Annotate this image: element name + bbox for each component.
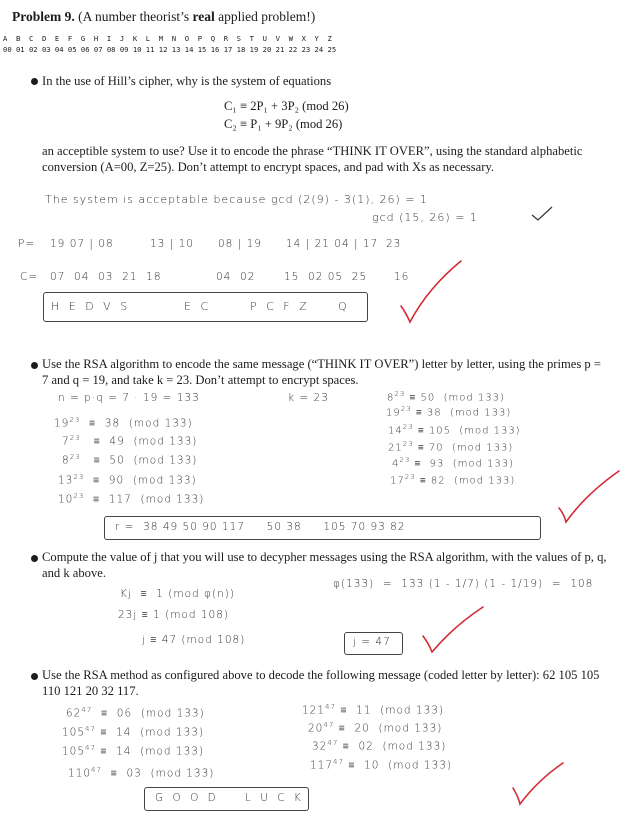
grader-check-icon — [420, 604, 486, 656]
q2-congruence: $7^{23}$ ≡ 49 (mod 133) — [62, 434, 198, 448]
title-bold: real — [192, 9, 215, 24]
problem-label: Problem 9. — [12, 9, 75, 24]
q2-answer-box — [104, 516, 541, 540]
q2-modulus: n = p·q = 7 · 19 = 133 — [58, 392, 200, 404]
grader-check-icon — [556, 468, 622, 526]
q3-result: j = 47 — [353, 636, 391, 648]
bullet — [31, 673, 38, 680]
title-pre: (A number theorist’s — [78, 9, 193, 24]
q2-congruence: $8^{23} \equiv 50$ (mod 133) — [387, 390, 505, 404]
q1-equation-2: C₂ ≡ P₁ + 9P₂ (mod 26) — [224, 117, 343, 131]
boxed-word: L U C K — [245, 792, 304, 804]
plaintext-group: 19 07 | 08 — [50, 238, 114, 250]
q2-congruence: $14^{23} \equiv 105$ (mod 133) — [388, 423, 521, 437]
boxed-word: G O O D — [155, 792, 219, 804]
q2-congruence: $19^{23} \equiv 38$ (mod 133) — [386, 405, 512, 419]
q2-congruence: $17^{23} \equiv 82$ (mod 133) — [390, 473, 516, 487]
q2-result: r = 38 49 50 90 117 50 38 105 70 93 82 — [115, 521, 406, 533]
ciphertext-label: C= — [20, 271, 39, 283]
q1-answer-box — [43, 292, 368, 322]
plaintext-group: 14 | 21 04 | 17 — [286, 238, 379, 250]
q2-congruence: $8^{23}$ ≡ 50 (mod 133) — [62, 453, 198, 467]
q4-congruence: $121^{47} \equiv 11$ (mod 133) — [302, 703, 445, 717]
q4-congruence: $110^{47} \equiv 03$ (mod 133) — [68, 766, 215, 780]
q3-step: 23j ≡ 1 (mod 108) — [118, 609, 229, 621]
q4-prompt: Use the RSA method as configured above to decode the following message (coded letter by letter): 62 105 105 110 121 20 32 117. — [42, 668, 600, 698]
q2-prompt: Use the RSA algorithm to encode the same message (“THINK IT OVER”) letter by letter, using the primes p = 7 and q = 19, and take k = 23. Don’t attempt to encrypt spaces. — [42, 357, 601, 387]
plaintext-group: 23 — [386, 238, 402, 250]
plaintext-group: 13 | 10 — [150, 238, 194, 250]
check-icon — [530, 205, 554, 223]
ciphertext-group: 15 02 05 25 — [284, 271, 368, 283]
q2-congruence: $19^{23} \equiv 38$ (mod 133) — [54, 416, 193, 430]
alphabet-codes: 00 01 02 03 04 05 06 07 08 09 10 11 12 13 14 15 16 17 18 19 20 21 22 23 24 25 — [3, 45, 337, 54]
q1-equation-1: C₁ ≡ 2P₁ + 3P₂ (mod 26) — [224, 99, 349, 113]
q3-prompt: Compute the value of j that you will use to decypher messages using the RSA algorithm, with the values of p, q, and k above. — [42, 550, 607, 580]
q1-answer-line-1: The system is acceptable because gcd (2(9) - 3(1), 26) = 1 — [45, 193, 428, 206]
ciphertext-group: 16 — [394, 271, 410, 283]
q3-step: j ≡ 47 (mod 108) — [142, 634, 246, 646]
plaintext-label: P= — [18, 238, 36, 250]
bullet — [31, 78, 38, 85]
ciphertext-group: 07 04 03 21 18 — [50, 271, 162, 283]
boxed-word: H E D V S — [51, 300, 131, 313]
q4-congruence: $62^{47} \equiv 06$ (mod 133) — [66, 706, 205, 720]
q1-answer-line-2: gcd (15, 26) = 1 — [372, 211, 478, 224]
q4-answer-box — [144, 787, 309, 811]
q1-body: an acceptible system to use? Use it to encode the phrase “THINK IT OVER”, using the standard alphabetic conversion (A=00, Z=25). Don’t attempt to encrypt spaces, and pad with Xs as necessary. — [42, 144, 583, 174]
boxed-word: P C F Z — [250, 300, 310, 313]
grader-check-icon — [398, 258, 464, 326]
ciphertext-group: 04 02 — [216, 271, 256, 283]
q2-congruence: $10^{23} \equiv 117$ (mod 133) — [58, 492, 205, 506]
problem-title — [12, 9, 315, 25]
q4-congruence: $32^{47} \equiv 02$ (mod 133) — [312, 739, 447, 753]
alphabet-letters: A B C D E F G H I J K L M N O P Q R S T U V W X Y Z — [3, 34, 332, 43]
grader-check-icon — [510, 760, 566, 810]
boxed-word: Q — [338, 300, 348, 313]
q2-congruence: $13^{23} \equiv 90$ (mod 133) — [58, 473, 197, 487]
q4-congruence: $105^{47} \equiv 14$ (mod 133) — [62, 725, 205, 739]
bullet — [31, 555, 38, 562]
q2-exponent: k = 23 — [288, 392, 329, 404]
boxed-word: E C — [184, 300, 212, 313]
q4-congruence: $20^{47} \equiv 20$ (mod 133) — [308, 721, 443, 735]
q2-congruence: $21^{23} \equiv 70$ (mod 133) — [388, 440, 514, 454]
q3-phi: φ(133) = 133 (1 - 1/7) (1 - 1/19) = 108 — [333, 578, 594, 590]
plaintext-group: 08 | 19 — [218, 238, 262, 250]
q3-answer-box — [344, 632, 403, 655]
q4-congruence: $105^{47} \equiv 14$ (mod 133) — [62, 744, 205, 758]
title-post: applied problem!) — [214, 9, 316, 24]
q4-congruence: $117^{47} \equiv 10$ (mod 133) — [310, 758, 453, 772]
q1-prompt: In the use of Hill’s cipher, why is the system of equations — [42, 74, 332, 88]
q3-step: Kj ≡ 1 (mod φ(n)) — [120, 588, 235, 600]
bullet — [31, 362, 38, 369]
q2-congruence: $4^{23} \equiv 93$ (mod 133) — [392, 456, 515, 470]
